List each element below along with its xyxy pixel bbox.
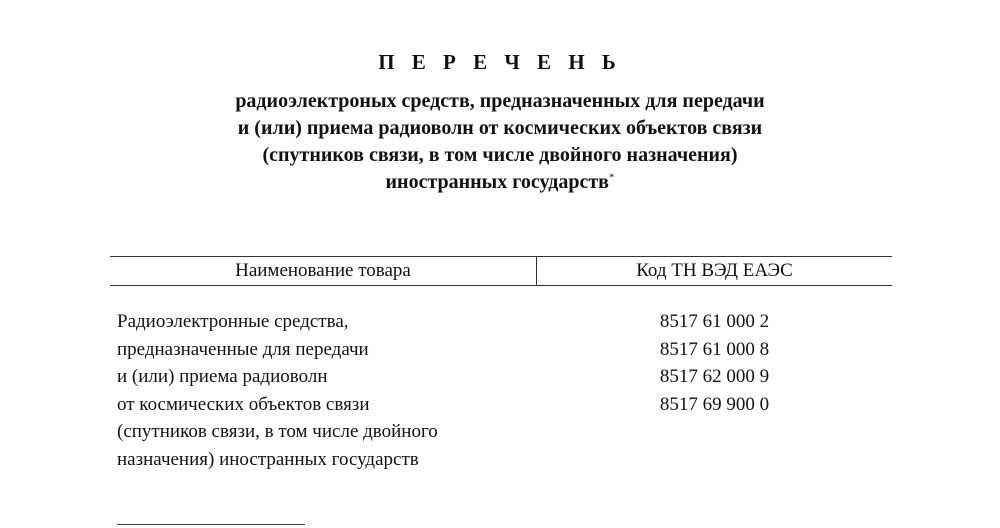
product-name-line: предназначенные для передачи [117, 338, 369, 360]
subtitle-line: (спутников связи, в том числе двойного назначения) [262, 144, 738, 166]
product-name-line: назначения) иностранных государств [117, 448, 419, 470]
footnote-separator [117, 524, 305, 525]
table-header-row [110, 256, 892, 286]
table-row [110, 308, 892, 478]
product-name-line: от космических объектов связи [117, 393, 370, 415]
goods-table [110, 256, 892, 478]
product-name-line: Радиоэлектронные средства, [117, 311, 349, 332]
subtitle-line-text: иностранных государств [385, 171, 609, 193]
product-name-cell [117, 308, 537, 473]
tn-ved-code: 8517 69 900 0 [659, 393, 770, 415]
code-cell [537, 308, 892, 418]
footnote-marker: * [608, 171, 615, 184]
tn-ved-code: 8517 61 000 8 [659, 338, 770, 360]
subtitle-line: и (или) приема радиоволн от космических объектов связи [237, 117, 763, 139]
document-subtitle [0, 88, 1000, 196]
tn-ved-code: 8517 62 000 9 [659, 366, 770, 387]
column-header-name: Наименование товара [110, 257, 537, 285]
product-name-line: и (или) приема радиоволн [117, 366, 328, 387]
subtitle-line-last [0, 169, 1000, 196]
column-header-code: Код ТН ВЭД ЕАЭС [636, 260, 793, 281]
subtitle-line: радиоэлектроных средств, предназначенных для передачи [235, 90, 765, 112]
product-name-line: (спутников связи, в том числе двойного [117, 421, 438, 442]
document-heading: П Е Р Е Ч Е Н Ь [378, 50, 622, 74]
tn-ved-code: 8517 61 000 2 [659, 311, 770, 332]
